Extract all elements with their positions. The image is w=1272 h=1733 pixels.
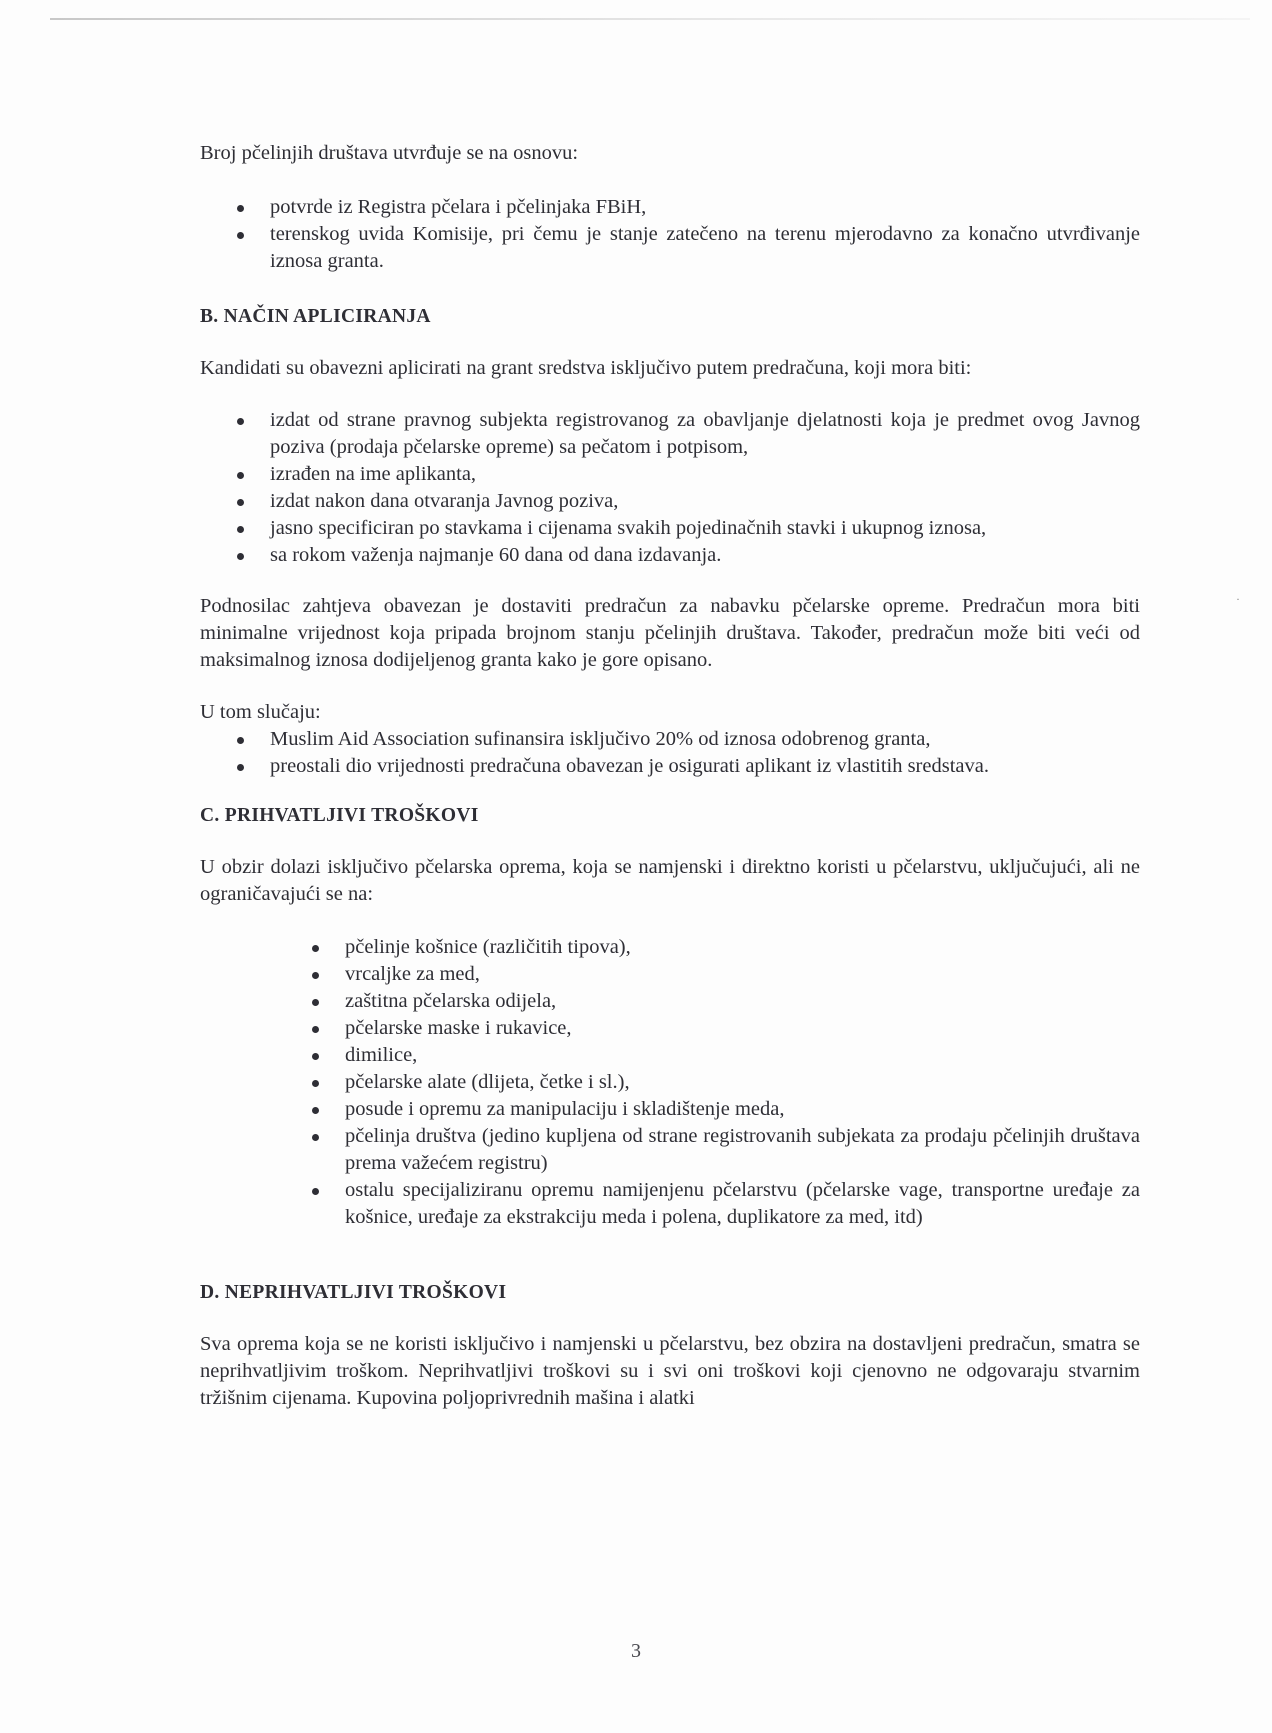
- section-c-heading: C. PRIHVATLJIVI TROŠKOVI: [200, 805, 479, 826]
- list-item: vrcaljke za med,: [200, 961, 1140, 988]
- list-item: pčelarske maske i rukavice,: [200, 1015, 1140, 1042]
- list-item: dimilice,: [200, 1042, 1140, 1069]
- list-item: izrađen na ime aplikanta,: [200, 461, 1140, 488]
- section-b-case-list: [200, 726, 1140, 780]
- section-d-heading: D. NEPRIHVATLJIVI TROŠKOVI: [200, 1282, 507, 1303]
- list-item: pčelarske alate (dlijeta, četke i sl.),: [200, 1069, 1140, 1096]
- intro-list: [200, 194, 1140, 275]
- list-item: preostali dio vrijednosti predračuna obavezan je osigurati aplikant iz vlastitih sredstava.: [200, 753, 1140, 780]
- list-item: sa rokom važenja najmanje 60 dana od dana izdavanja.: [200, 542, 1140, 569]
- list-item: posude i opremu za manipulaciju i skladištenje meda,: [200, 1096, 1140, 1123]
- section-c-list: [200, 934, 1140, 1231]
- page-number: 3: [631, 1640, 641, 1662]
- page-content: [200, 140, 1140, 1412]
- list-item: potvrde iz Registra pčelara i pčelinjaka FBiH,: [200, 194, 1140, 221]
- section-b-list: [200, 407, 1140, 569]
- section-b-intro: Kandidati su obavezni aplicirati na grant sredstva isključivo putem predračuna, koji mora biti:: [200, 357, 972, 379]
- section-b-case-intro: U tom slučaju:: [200, 701, 321, 723]
- list-item: jasno specificiran po stavkama i cijenama svakih pojedinačnih stavki i ukupnog iznosa,: [200, 515, 1140, 542]
- list-item: Muslim Aid Association sufinansira isključivo 20% od iznosa odobrenog granta,: [200, 726, 1140, 753]
- section-b-heading: B. NAČIN APLICIRANJA: [200, 306, 431, 327]
- list-item: ostalu specijaliziranu opremu namijenjenu pčelarstvu (pčelarske vage, transportne uređaje za košnice, uređaje za ekstrakciju meda i polena, duplikatore za med, itd): [200, 1177, 1140, 1231]
- section-c-intro: U obzir dolazi isključivo pčelarska oprema, koja se namjenski i direktno koristi u pčelarstvu, uključujući, ali ne ograničavajući se na:: [200, 856, 1140, 905]
- section-d-paragraph: Sva oprema koja se ne koristi isključivo i namjenski u pčelarstvu, bez obzira na dostavljeni predračun, smatra se neprihvatljivim troškom. Neprihvatljivi troškovi su i svi oni troškovi koji cjenovno ne odgovaraju stvarnim tržišnim cijenama. Kupovina poljoprivrednih mašina i alatki: [200, 1333, 1140, 1409]
- section-b-paragraph: Podnosilac zahtjeva obavezan je dostaviti predračun za nabavku pčelarske opreme. Predračun mora biti minimalne vrijednost koja pripada brojnom stanju pčelinjih društava. Također, predračun može biti veći od maksimalnog iznosa dodijeljenog granta kako je gore opisano.: [200, 595, 1140, 671]
- list-item: pčelinja društva (jedino kupljena od strane registrovanih subjekata za prodaju pčelinjih društava prema važećem registru): [200, 1123, 1140, 1177]
- top-rule: [50, 18, 1250, 20]
- scan-mark: ·: [1236, 592, 1240, 606]
- list-item: izdat nakon dana otvaranja Javnog poziva,: [200, 488, 1140, 515]
- list-item: terenskog uvida Komisije, pri čemu je stanje zatečeno na terenu mjerodavno za konačno utvrđivanje iznosa granta.: [200, 221, 1140, 275]
- list-item: zaštitna pčelarska odijela,: [200, 988, 1140, 1015]
- list-item: izdat od strane pravnog subjekta registrovanog za obavljanje djelatnosti koja je predmet ovog Javnog poziva (prodaja pčelarske opreme) sa pečatom i potpisom,: [200, 407, 1140, 461]
- list-item: pčelinje košnice (različitih tipova),: [200, 934, 1140, 961]
- intro-paragraph: Broj pčelinjih društava utvrđuje se na osnovu:: [200, 142, 579, 164]
